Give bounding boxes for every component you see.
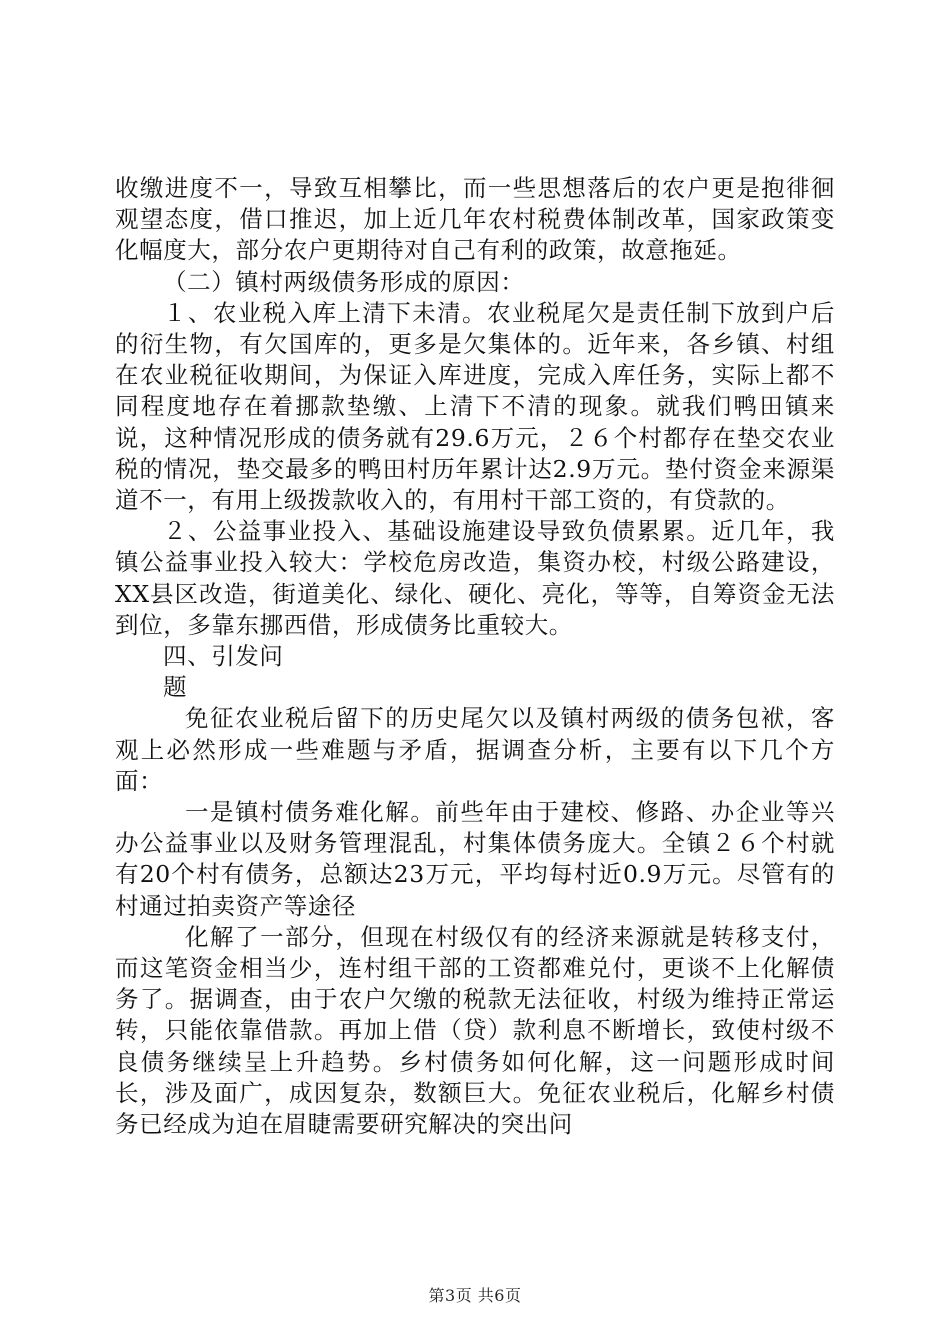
- page-footer: [0, 1283, 950, 1306]
- section-heading-issues-wrap: 题: [163, 673, 188, 702]
- paragraph-cause-1: １、农业税入库上清下未清。农业税尾欠是责任制下放到户后的衍生物，有欠国库的，更多是欠集体的。近年来，各乡镇、村组在农业税征收期间，为保证入库进度，完成入库任务，实际上都不同程度地存在着挪款垫缴、上清下不清的现象。就我们鸭田镇来说，这种情况形成的债务就有29.6万元，２６个村都存在垫交农业税的情况，垫交最多的鸭田村历年累计达2.9万元。垫付资金来源渠道不一，有用上级拨款收入的，有用村干部工资的，有贷款的。: [115, 298, 835, 515]
- paragraph-continuation: 收缴进度不一，导致互相攀比，而一些思想落后的农户更是抱徘徊观望态度，借口推迟，加上近几年农村税费体制改革，国家政策变化幅度大，部分农户更期待对自己有利的政策，故意拖延。: [115, 174, 835, 265]
- section-heading-issues: 四、引发问: [163, 642, 284, 671]
- paragraph-issue-1-continued: 化解了一部分，但现在村级仅有的经济来源就是转移支付，而这笔资金相当少，连村组干部的工资都难兑付，更谈不上化解债务了。据调查，由于农户欠缴的税款无法征收，村级为维持正常运转，只能依靠借款。再加上借（贷）款利息不断增长，致使村级不良债务继续呈上升趋势。乡村债务如何化解，这一问题形成时间长，涉及面广，成因复杂，数额巨大。免征农业税后，化解乡村债务已经成为迫在眉睫需要研究解决的突出问: [115, 922, 835, 1139]
- paragraph-issue-1: 一是镇村债务难化解。前些年由于建校、修路、办企业等兴办公益事业以及财务管理混乱，村集体债务庞大。全镇２６个村就有20个村有债务，总额达23万元，平均每村近0.9万元。尽管有的村通过拍卖资产等途径: [115, 798, 835, 920]
- page-indicator: 第3页 共6页: [428, 1286, 522, 1305]
- document-body: [115, 173, 835, 1140]
- section-heading-debt-causes: （二）镇村两级债务形成的原因：: [163, 267, 525, 296]
- paragraph-cause-2: ２、公益事业投入、基础设施建设导致负债累累。近几年，我镇公益事业投入较大：学校危房改造，集资办校，村级公路建设，XX县区改造，街道美化、绿化、硬化、亮化，等等，自筹资金无法到位，多靠东挪西借，形成债务比重较大。: [115, 517, 835, 639]
- paragraph-issues-intro: 免征农业税后留下的历史尾欠以及镇村两级的债务包袱，客观上必然形成一些难题与矛盾，据调查分析，主要有以下几个方面：: [115, 704, 835, 795]
